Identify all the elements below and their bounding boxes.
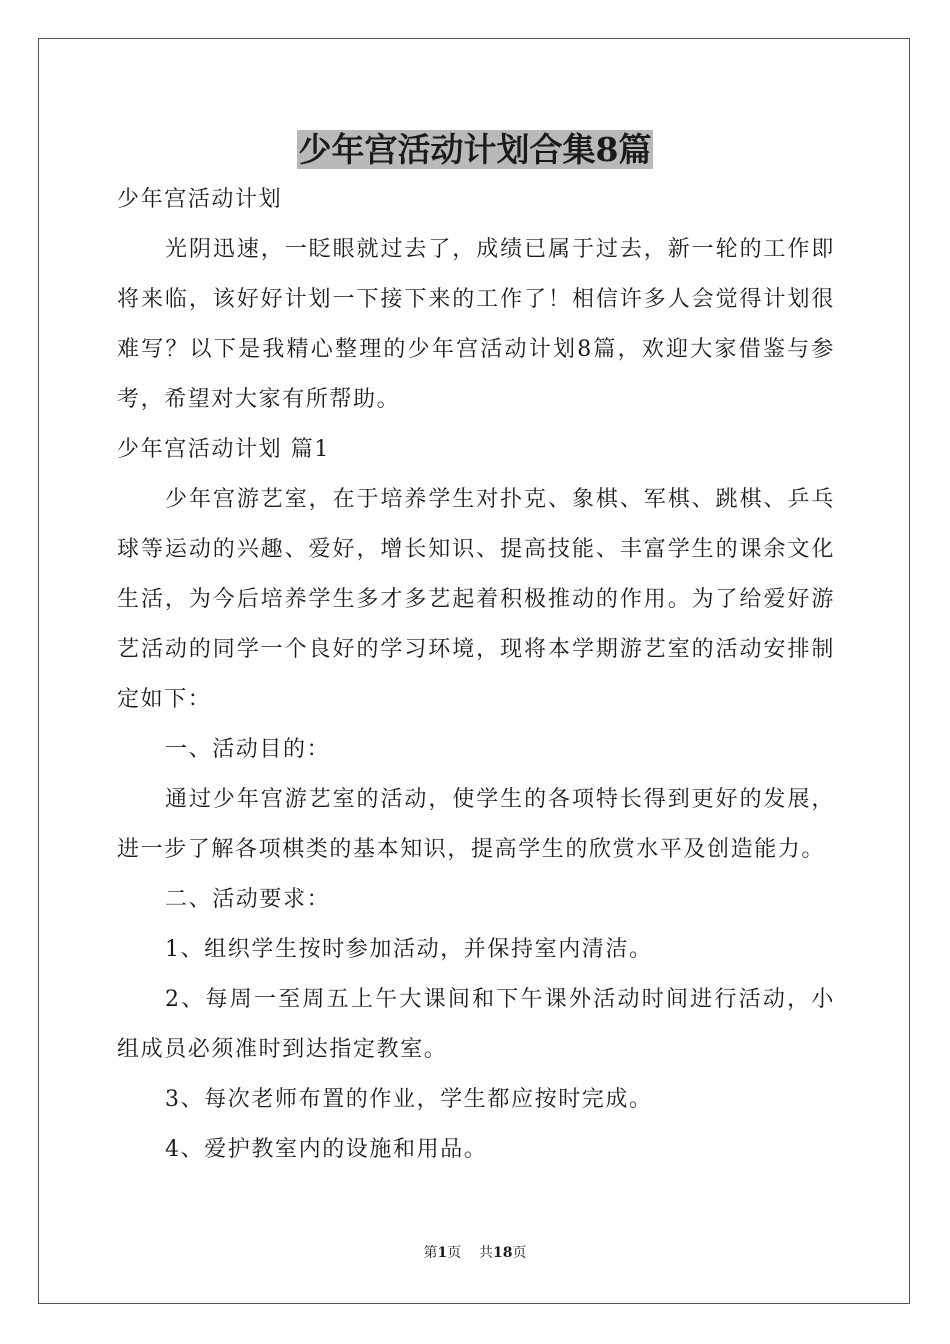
- section-heading: 少年宫活动计划 篇1: [117, 437, 330, 462]
- body-paragraph: 光阴迅速，一眨眼就过去了，成绩已属于过去，新一轮的工作即将来临，该好好计划一下接下来的工作了！相信许多人会觉得计划很难写？以下是我精心整理的少年宫活动计划8篇，欢迎大家借鉴与参考，希望对大家有所帮助。: [117, 237, 835, 412]
- body-paragraph: 二、活动要求：: [165, 887, 331, 912]
- body-paragraph: 少年宫游艺室，在于培养学生对扑克、象棋、军棋、跳棋、乒乓球等运动的兴趣、爱好，增长知识、提高技能、丰富学生的课余文化生活，为今后培养学生多才多艺起着积极推动的作用。为了给爱好游艺活动的同学一个良好的学习环境，现将本学期游艺室的活动安排制定如下：: [117, 487, 835, 712]
- footer-page-prefix: 第: [423, 1245, 438, 1261]
- page-footer: [0, 1243, 950, 1263]
- body-paragraph: 4、爱护教室内的设施和用品。: [165, 1137, 488, 1162]
- footer-page-number: 1: [437, 1245, 448, 1261]
- body-paragraph: 3、每次老师布置的作业，学生都应按时完成。: [165, 1087, 653, 1112]
- document-title: [0, 124, 950, 176]
- document-body: [117, 175, 835, 1175]
- section-heading: 少年宫活动计划: [117, 187, 283, 212]
- footer-total-suffix: 页: [512, 1245, 527, 1261]
- body-paragraph: 通过少年宫游艺室的活动，使学生的各项特长得到更好的发展，进一步了解各项棋类的基本知识，提高学生的欣赏水平及创造能力。: [117, 787, 835, 862]
- footer-page-suffix: 页: [447, 1245, 462, 1261]
- body-paragraph: 1、组织学生按时参加活动，并保持室内清洁。: [165, 937, 653, 962]
- document-title-text: 少年宫活动计划合集8篇: [298, 130, 652, 169]
- body-paragraph: 2、每周一至周五上午大课间和下午课外活动时间进行活动，小组成员必须准时到达指定教室。: [117, 987, 835, 1062]
- footer-total-prefix: 共: [479, 1245, 494, 1261]
- body-paragraph: 一、活动目的：: [165, 737, 331, 762]
- footer-total-pages: 18: [493, 1245, 513, 1261]
